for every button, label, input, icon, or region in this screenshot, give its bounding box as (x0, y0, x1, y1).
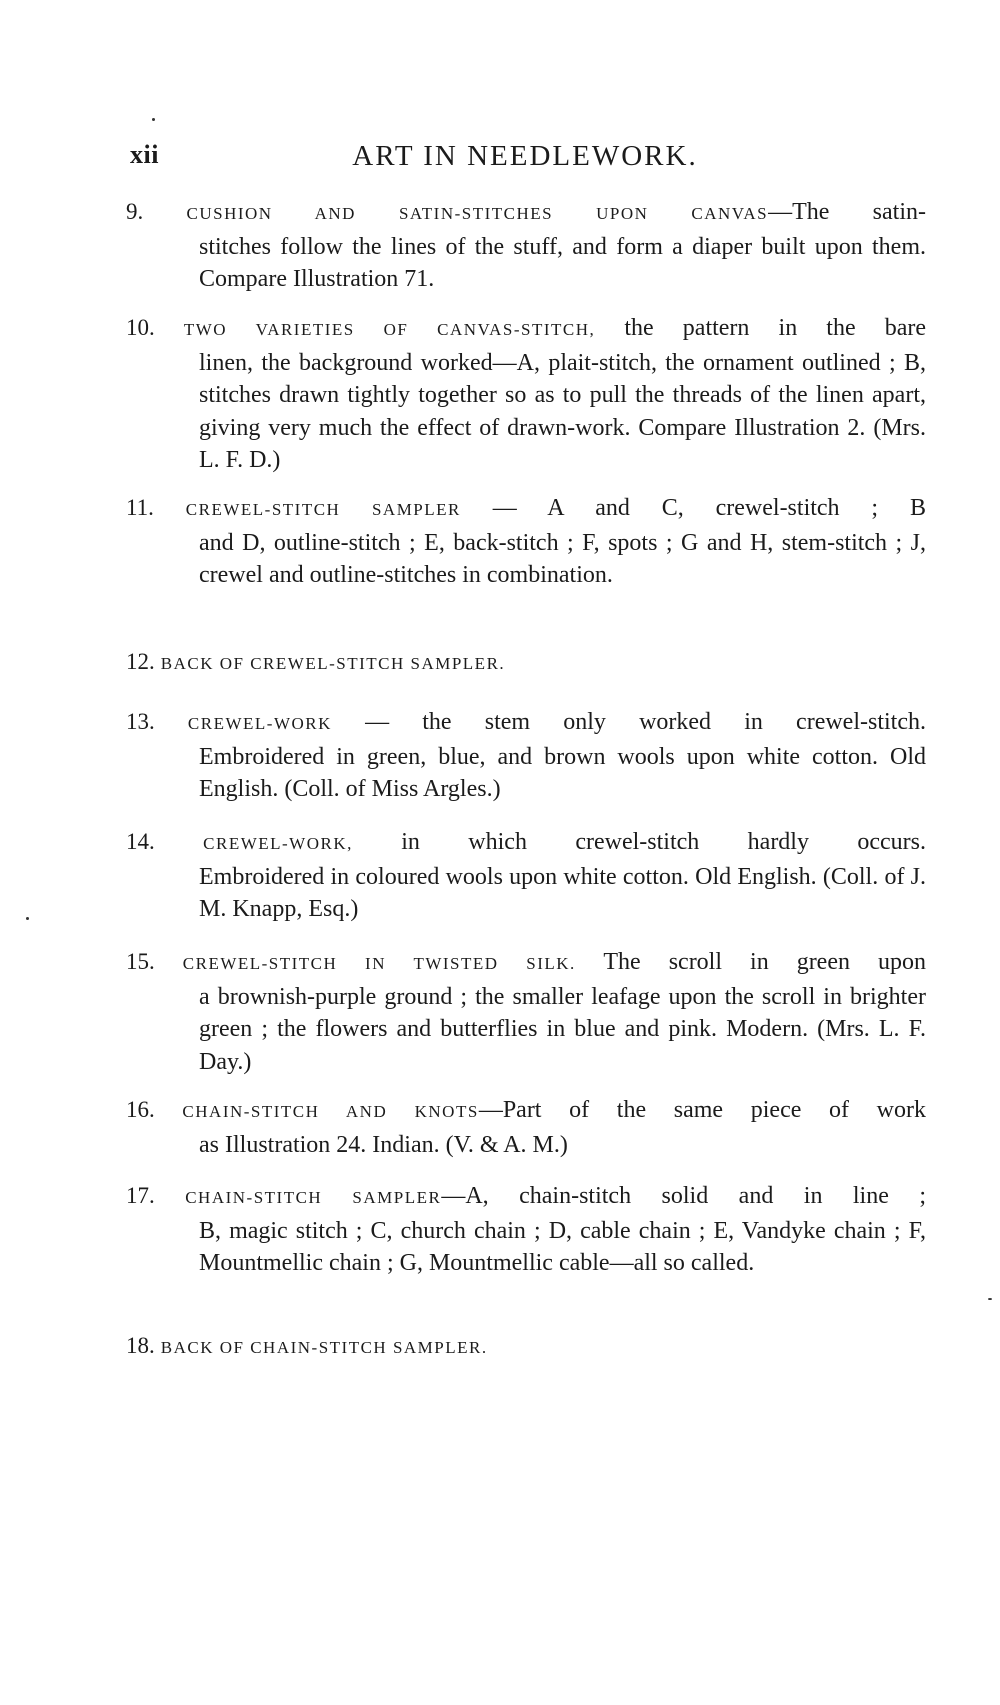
illustration-entry-15 (126, 946, 926, 1078)
illustration-entry-12 (126, 646, 926, 681)
entry-first-line (126, 646, 926, 681)
entry-first-line (126, 1330, 926, 1365)
entry-number: 12. (126, 649, 155, 674)
entry-first-line-text: —The satin- (768, 199, 926, 225)
entry-first-line-text: —A, chain-stitch solid and in line ; (441, 1183, 927, 1209)
page-number: xii (130, 140, 159, 169)
entry-body: and D, outline-stitch ; E, back-stitch ; F, spots ; G and H, stem-stitch ; J, crewel and outline-stitches in combination. (199, 529, 926, 588)
entry-number: 18. (126, 1333, 155, 1358)
entry-first-line (126, 826, 926, 861)
entry-number: 15. (126, 949, 155, 974)
entry-caption: CREWEL-WORK (187, 714, 332, 733)
entry-number: 11. (126, 495, 154, 520)
entry-caption: CUSHION AND SATIN-STITCHES UPON CANVAS (186, 204, 769, 223)
entry-first-line (126, 706, 926, 741)
entry-caption: BACK OF CHAIN-STITCH SAMPLER. (160, 1338, 488, 1357)
illustration-entry-14 (126, 826, 926, 926)
entry-body: B, magic stitch ; C, church chain ; D, cable chain ; E, Vandyke chain ; F, Mountmellic chain ; G, Mountmellic cable—all so called. (199, 1217, 926, 1276)
entry-number: 16. (126, 1097, 155, 1122)
entry-body: linen, the background worked—A, plait-stitch, the ornament outlined ; B, stitches drawn tightly together so as to pull the threads of the linen apart, giving very much the effect of drawn-work. Compare Illustration 2. (Mrs. L. F. D.) (199, 349, 926, 473)
entry-first-line-text: the pattern in the bare (595, 315, 926, 341)
illustration-entry-17 (126, 1180, 926, 1280)
entry-body: Embroidered in green, blue, and brown wools upon white cotton. Old English. (Coll. of Miss Argles.) (199, 743, 926, 802)
entry-caption: TWO VARIETIES OF CANVAS-STITCH, (183, 320, 596, 339)
illustration-entry-16 (126, 1094, 926, 1161)
illustration-entry-9 (126, 196, 926, 296)
illustration-entry-18 (126, 1330, 926, 1365)
entry-number: 14. (126, 829, 155, 854)
entry-first-line (126, 492, 926, 527)
entry-first-line-text: — the stem only worked in crewel-stitch. (331, 709, 926, 735)
entry-number: 13. (126, 709, 155, 734)
entry-body: as Illustration 24. Indian. (V. & A. M.) (199, 1131, 568, 1158)
entry-first-line-text: — A and C, crewel-stitch ; B (460, 495, 926, 521)
entry-caption: CHAIN-STITCH SAMPLER (185, 1188, 442, 1207)
entry-first-line (126, 1094, 926, 1129)
entry-body: stitches follow the lines of the stuff, and form a diaper built upon them. Compare Illustration 71. (199, 233, 926, 292)
entry-caption: CREWEL-STITCH SAMPLER (185, 500, 461, 519)
entry-first-line (126, 196, 926, 231)
entry-first-line (126, 312, 926, 347)
entry-caption: CREWEL-WORK, (203, 834, 353, 853)
scan-speck (26, 917, 29, 920)
entry-first-line (126, 1180, 926, 1215)
illustration-entry-13 (126, 706, 926, 806)
entry-number: 17. (126, 1183, 155, 1208)
entry-caption: CHAIN-STITCH AND KNOTS (182, 1102, 479, 1121)
entry-first-line-text: in which crewel-stitch hardly occurs. (352, 829, 926, 855)
entry-body: Embroidered in coloured wools upon white cotton. Old English. (Coll. of J. M. Knapp, Esq.) (199, 863, 926, 922)
illustration-entry-10 (126, 312, 926, 477)
entry-first-line-text: —Part of the same piece of work (478, 1097, 927, 1123)
entry-body: a brownish-purple ground ; the smaller leafage upon the scroll in brighter green ; the flowers and butterflies in blue and pink. Modern. (Mrs. L. F. Day.) (199, 983, 926, 1075)
page-title: ART IN NEEDLEWORK. (352, 140, 698, 172)
entry-caption: CREWEL-STITCH IN TWISTED SILK. (182, 954, 576, 973)
illustration-entry-11 (126, 492, 926, 592)
entry-caption: BACK OF CREWEL-STITCH SAMPLER. (160, 654, 506, 673)
scan-speck (988, 1298, 992, 1300)
running-head (130, 140, 920, 180)
entry-number: 10. (126, 315, 155, 340)
entry-first-line-text: The scroll in green upon (575, 949, 926, 975)
scan-speck (152, 118, 155, 121)
entry-number: 9. (126, 199, 144, 224)
entry-first-line (126, 946, 926, 981)
